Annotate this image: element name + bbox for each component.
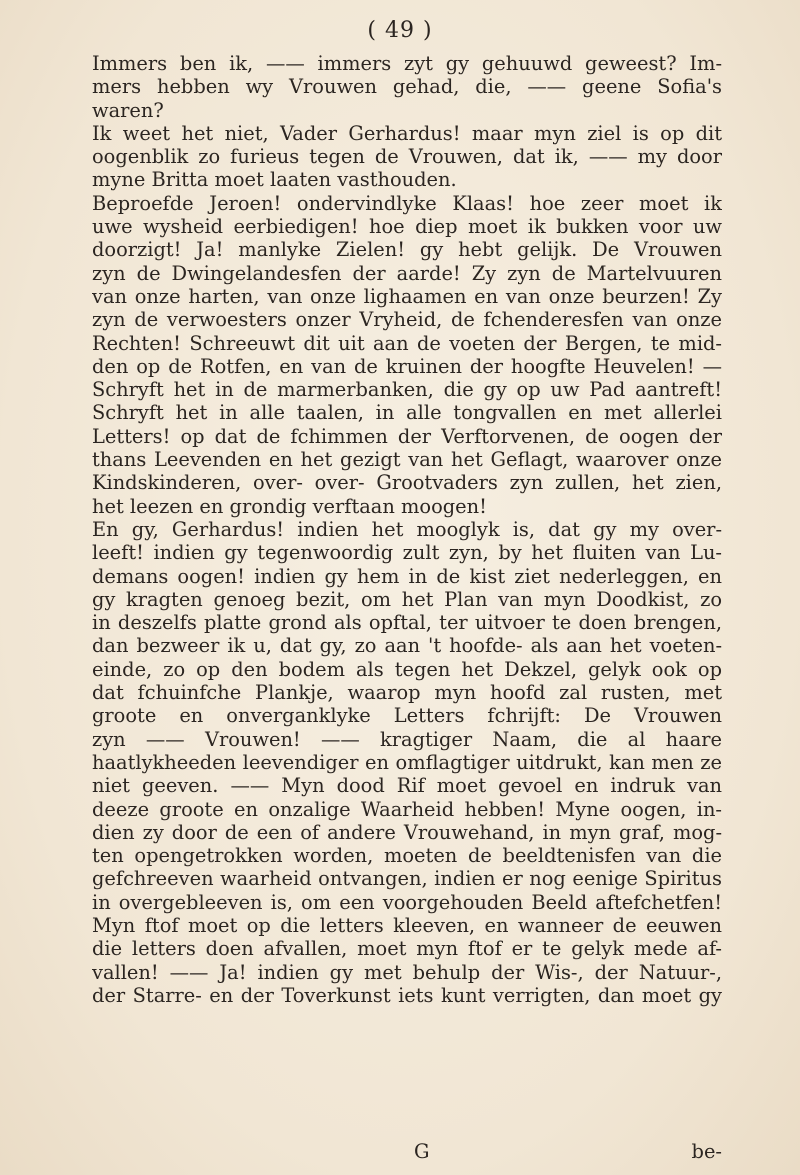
text-line: het leezen en grondig verftaan moogen! xyxy=(92,494,487,518)
text-line: Kindskinderen, over- over- Grootvaders zyn zullen, het zien, xyxy=(92,471,722,495)
text-line: uwe wysheid eerbiedigen! hoe diep moet ik bukken voor uw xyxy=(92,215,722,239)
text-line: deeze groote en onzalige Waarheid hebben! Myne oogen, in- xyxy=(92,797,722,821)
text-line: oogenblik zo furieus tegen de Vrouwen, dat ik, —— my door xyxy=(92,145,722,169)
text-line: zyn de Dwingelandesfen der aarde! Zy zyn de Martelvuuren xyxy=(92,261,722,285)
text-line: dan bezweer ik u, dat gy, zo aan 't hoofde- als aan het voeten- xyxy=(92,634,722,658)
text-line: doorzigt! Ja! manlyke Zielen! gy hebt gelijk. De Vrouwen xyxy=(92,238,722,262)
text-line: in deszelfs platte grond als opftal, ter uitvoer te doen brengen, xyxy=(92,611,722,635)
text-line: waren? xyxy=(92,98,164,122)
text-line: Schryft het in de marmerbanken, die gy op uw Pad aantreft! xyxy=(92,378,722,402)
text-line: niet geeven. —— Myn dood Rif moet gevoel en indruk van xyxy=(92,774,722,798)
text-line: En gy, Gerhardus! indien het mooglyk is, dat gy my over- xyxy=(92,517,722,541)
text-line: mers hebben wy Vrouwen gehad, die, —— geene Sofia's xyxy=(92,75,722,99)
text-line: dien zy door de een of andere Vrouwehand, in myn graf, mog- xyxy=(92,820,722,844)
catchword: be- xyxy=(691,1140,722,1163)
text-line: Beproefde Jeroen! ondervindlyke Klaas! hoe zeer moet ik xyxy=(92,191,722,215)
signature-mark: G xyxy=(414,1140,430,1163)
text-line: myne Britta moet laaten vasthouden. xyxy=(92,168,457,192)
text-line: Letters! op dat de fchimmen der Verftorvenen, de oogen der xyxy=(92,424,722,448)
text-line: Immers ben ik, —— immers zyt gy gehuuwd geweest? Im- xyxy=(92,52,722,75)
text-line: Schryft het in alle taalen, in alle tongvallen en met allerlei xyxy=(92,401,722,425)
text-line: der Starre- en der Toverkunst iets kunt verrigten, dan moet gy xyxy=(92,983,722,1007)
text-line: zyn de verwoesters onzer Vryheid, de fchenderesfen van onze xyxy=(92,308,722,332)
text-line: Myn ftof moet op die letters kleeven, en wanneer de eeuwen xyxy=(92,913,722,937)
text-line: zyn —— Vrouwen! —— kragtiger Naam, die al haare xyxy=(92,727,722,751)
text-line: leeft! indien gy tegenwoordig zult zyn, by het fluiten van Lu- xyxy=(92,541,722,565)
page-number: ( 49 ) xyxy=(367,18,433,43)
text-line: den op de Rotfen, en van de kruinen der hoogfte Heuvelen! — xyxy=(92,354,722,378)
text-line: Ik weet het niet, Vader Gerhardus! maar myn ziel is op dit xyxy=(92,121,722,145)
text-line: einde, zo op den bodem als tegen het Dekzel, gelyk ook op xyxy=(92,657,722,681)
text-line: vallen! —— Ja! indien gy met behulp der Wis-, der Natuur-, xyxy=(92,960,722,984)
text-line: gefchreeven waarheid ontvangen, indien er nog eenige Spiritus xyxy=(92,867,722,891)
text-line: demans oogen! indien gy hem in de kist ziet nederleggen, en xyxy=(92,564,722,588)
text-line: die letters doen afvallen, moet myn ftof er te gelyk mede af- xyxy=(92,937,722,961)
text-line: in overgebleeven is, om een voorgehouden Beeld aftefchetfen! xyxy=(92,890,722,914)
text-line: groote en onverganklyke Letters fchrijft: De Vrouwen xyxy=(92,704,722,728)
body-text xyxy=(92,52,722,1007)
text-line: Rechten! Schreeuwt dit uit aan de voeten der Bergen, te mid- xyxy=(92,331,722,355)
text-line: haatlykheeden leevendiger en omflagtiger uitdrukt, kan men ze xyxy=(92,750,722,774)
text-line: van onze harten, van onze lighaamen en van onze beurzen! Zy xyxy=(92,284,722,308)
text-line: gy kragten genoeg bezit, om het Plan van myn Doodkist, zo xyxy=(92,587,722,611)
text-line: dat fchuinfche Plankje, waarop myn hoofd zal rusten, met xyxy=(92,681,722,705)
text-line: ten opengetrokken worden, moeten de beeldtenisfen van die xyxy=(92,844,722,868)
page-footer xyxy=(92,1140,722,1164)
text-line: thans Leevenden en het gezigt van het Geflagt, waarover onze xyxy=(92,448,722,472)
